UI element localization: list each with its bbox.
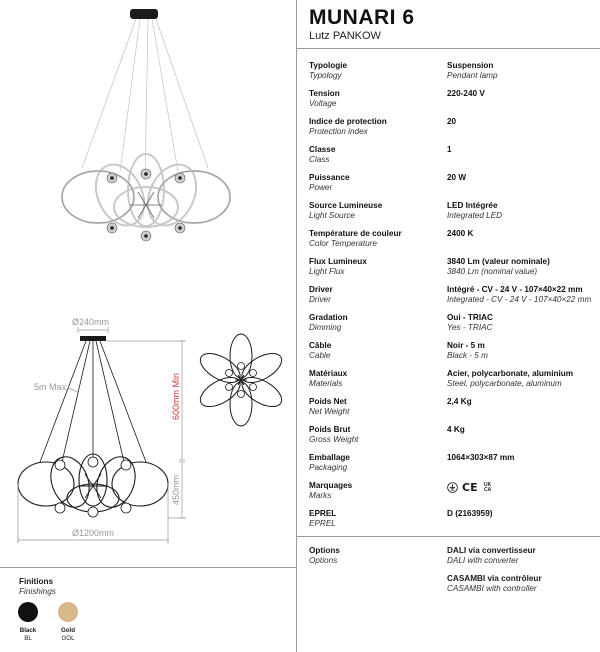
spec-label-en: Light Source bbox=[309, 211, 355, 220]
spec-label-en: Class bbox=[309, 155, 330, 164]
spec-label-en: Light Flux bbox=[309, 267, 345, 276]
spec-label: Marquages bbox=[309, 481, 353, 490]
finishes-section bbox=[19, 577, 56, 596]
designer-name: Lutz PANKOW bbox=[309, 30, 381, 42]
product-title: MUNARI 6 bbox=[309, 6, 415, 29]
finishes-label: Finitions bbox=[19, 577, 54, 586]
spec-value-en: Pendant lamp bbox=[447, 71, 498, 80]
spec-label: EPREL bbox=[309, 509, 337, 518]
spec-value-en: Integrated - CV - 24 V - 107×40×22 mm bbox=[447, 295, 592, 304]
spec-label-en: Net Weight bbox=[309, 407, 350, 416]
earth-ground-icon bbox=[447, 482, 458, 493]
spec-row bbox=[309, 229, 594, 257]
ukca-top: UK bbox=[483, 481, 492, 488]
swatch-black[interactable] bbox=[18, 602, 38, 622]
finishes-label-en: Finishings bbox=[19, 587, 56, 596]
spec-label-en: Typology bbox=[309, 71, 342, 80]
spec-label-en: Gross Weight bbox=[309, 435, 359, 444]
swatch-black-code: BL bbox=[24, 635, 32, 642]
spec-label-en: Color Temperature bbox=[309, 239, 377, 248]
spec-label-en: Protection index bbox=[309, 127, 368, 136]
spec-row bbox=[309, 173, 594, 201]
spec-label-en: Driver bbox=[309, 295, 331, 304]
ukca-bottom: CA bbox=[483, 486, 492, 493]
spec-row bbox=[309, 481, 594, 509]
option-casambi-en: CASAMBI with controller bbox=[447, 584, 537, 593]
swatch-gold-label bbox=[53, 627, 83, 643]
spec-label: Source Lumineuse bbox=[309, 201, 383, 210]
spec-label-en: Cable bbox=[309, 351, 331, 360]
swatch-black-name: Black bbox=[19, 627, 37, 634]
options-section bbox=[309, 546, 594, 606]
spec-value: Suspension bbox=[447, 61, 494, 70]
spec-value: Intégré - CV - 24 V - 107×40×22 mm bbox=[447, 285, 583, 294]
spec-row bbox=[309, 61, 594, 89]
spec-label: Flux Lumineux bbox=[309, 257, 367, 266]
swatch-gold[interactable] bbox=[58, 602, 78, 622]
spec-label: Driver bbox=[309, 285, 333, 294]
spec-value: D (2163959) bbox=[447, 509, 493, 518]
swatch-gold-code: GOL bbox=[61, 635, 75, 642]
spec-value-en: Black - 5 m bbox=[447, 351, 488, 360]
option-dali-fr: DALI via convertisseur bbox=[447, 546, 536, 555]
spec-row bbox=[309, 453, 594, 481]
spec-label-en: Dimming bbox=[309, 323, 342, 332]
spec-row bbox=[309, 257, 594, 285]
min-drop-label: 600mm Min bbox=[171, 372, 181, 420]
swatch-black-label bbox=[13, 627, 43, 643]
spec-value: 3840 Lm (valeur nominale) bbox=[447, 257, 550, 266]
top-view-drawing bbox=[196, 330, 286, 430]
spec-label: Câble bbox=[309, 341, 332, 350]
spec-value-en: Steel, polycarbonate, aluminum bbox=[447, 379, 562, 388]
spec-value: 4 Kg bbox=[447, 425, 465, 434]
canopy bbox=[130, 9, 158, 19]
spec-value: 220-240 V bbox=[447, 89, 485, 98]
spec-value: 20 W bbox=[447, 173, 467, 182]
canopy-drawing bbox=[80, 336, 106, 341]
option-casambi bbox=[447, 574, 542, 593]
specs-table bbox=[309, 61, 594, 537]
spec-value: 1064×303×87 mm bbox=[447, 453, 515, 462]
spec-label-en: Power bbox=[309, 183, 333, 192]
spec-value: 20 bbox=[447, 117, 457, 126]
spec-value: 2,4 Kg bbox=[447, 397, 472, 406]
spec-label: Classe bbox=[309, 145, 336, 154]
spec-value: 2400 K bbox=[447, 229, 474, 238]
spec-label: Poids Brut bbox=[309, 425, 351, 434]
finishes-divider bbox=[0, 567, 296, 568]
spec-label-en: Voltage bbox=[309, 99, 337, 108]
spec-value: 1 bbox=[447, 145, 452, 154]
cable-length-label: 5m Max bbox=[34, 382, 67, 392]
spec-label-en: Materials bbox=[309, 379, 343, 388]
option-dali bbox=[447, 546, 536, 565]
spec-row bbox=[309, 425, 594, 453]
product-render bbox=[0, 0, 296, 300]
spec-value-en: Integrated LED bbox=[447, 211, 503, 220]
spec-label: Tension bbox=[309, 89, 340, 98]
ukca-mark-icon bbox=[482, 483, 494, 493]
spec-value: Noir - 5 m bbox=[447, 341, 485, 350]
vertical-divider bbox=[296, 0, 297, 652]
option-casambi-fr: CASAMBI via contrôleur bbox=[447, 574, 542, 583]
spec-row bbox=[309, 201, 594, 229]
spec-row bbox=[309, 341, 594, 369]
certification-marks bbox=[447, 481, 494, 494]
spec-value: LED Intégrée bbox=[447, 201, 498, 210]
spec-label-en: Packaging bbox=[309, 463, 348, 472]
canopy-diameter-label: Ø240mm bbox=[72, 317, 110, 327]
spec-row bbox=[309, 509, 594, 537]
spec-row bbox=[309, 117, 594, 145]
spec-label: Typologie bbox=[309, 61, 348, 70]
spec-value: Oui - TRIAC bbox=[447, 313, 493, 322]
spec-value-en: 3840 Lm (nominal value) bbox=[447, 267, 538, 276]
spec-label: Poids Net bbox=[309, 397, 347, 406]
spec-row bbox=[309, 369, 594, 397]
spec-label: Puissance bbox=[309, 173, 350, 182]
spec-row bbox=[309, 313, 594, 341]
spec-label: Température de couleur bbox=[309, 229, 402, 238]
spec-label: Emballage bbox=[309, 453, 350, 462]
swatch-gold-name: Gold bbox=[60, 627, 76, 634]
options-label-en: Options bbox=[309, 556, 338, 565]
overall-diameter-label: Ø1200mm bbox=[72, 528, 115, 538]
spec-label: Gradation bbox=[309, 313, 348, 322]
body-height-label: 450mm bbox=[171, 474, 181, 505]
option-dali-en: DALI with converter bbox=[447, 556, 519, 565]
spec-value-en: Yes - TRIAC bbox=[447, 323, 493, 332]
spec-row bbox=[309, 145, 594, 173]
spec-label-en: Marks bbox=[309, 491, 332, 500]
spec-value: Acier, polycarbonate, aluminium bbox=[447, 369, 574, 378]
options-label: Options bbox=[309, 546, 340, 555]
header-divider bbox=[296, 48, 600, 49]
spec-label: Indice de protection bbox=[309, 117, 387, 126]
spec-label: Matériaux bbox=[309, 369, 348, 378]
ce-mark-icon: CE bbox=[462, 481, 478, 494]
spec-row bbox=[309, 285, 594, 313]
spec-row bbox=[309, 89, 594, 117]
spec-label-en: EPREL bbox=[309, 519, 336, 528]
spec-row bbox=[309, 397, 594, 425]
